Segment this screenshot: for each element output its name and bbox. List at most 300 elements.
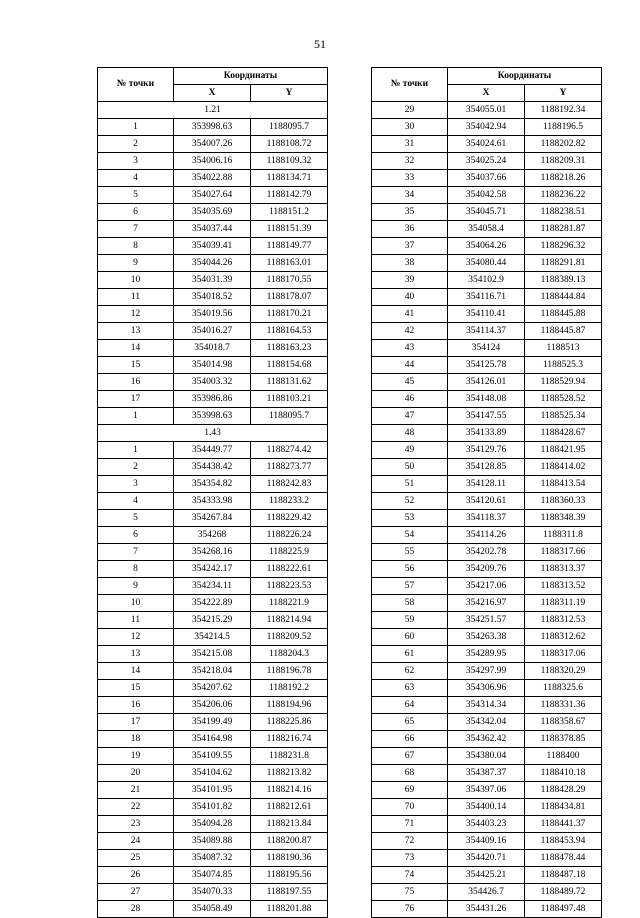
x-cell: 354102.9 [448,272,525,289]
x-cell: 354035.69 [174,204,251,221]
x-cell: 354314.34 [448,697,525,714]
point-number-cell: 64 [372,697,448,714]
x-cell: 354003.32 [174,374,251,391]
y-cell: 1188497.48 [525,901,602,918]
y-cell: 1188170.21 [251,306,328,323]
y-cell: 1188103.21 [251,391,328,408]
y-cell: 1188311.19 [525,595,602,612]
table-row [98,374,328,391]
point-number-cell: 50 [372,459,448,476]
x-cell: 354426.7 [448,884,525,901]
coordinates-table-right [371,67,602,918]
y-header: Y [525,85,602,102]
point-number-cell: 10 [98,272,174,289]
point-number-cell: 6 [98,527,174,544]
x-cell: 354126.01 [448,374,525,391]
point-number-cell: 36 [372,221,448,238]
table-row [372,901,602,918]
point-number-cell: 21 [98,782,174,799]
table-row [98,153,328,170]
point-number-cell: 38 [372,255,448,272]
x-cell: 354024.61 [448,136,525,153]
point-number-cell: 23 [98,816,174,833]
y-cell: 1188164.53 [251,323,328,340]
table-row [372,799,602,816]
y-cell: 1188378.85 [525,731,602,748]
table-row [98,391,328,408]
y-cell: 1188489.72 [525,884,602,901]
x-cell: 354207.62 [174,680,251,697]
x-cell: 354027.64 [174,187,251,204]
table-row [372,408,602,425]
point-number-cell: 13 [98,646,174,663]
table-row [98,561,328,578]
table-row [372,442,602,459]
point-number-cell: 18 [98,731,174,748]
x-cell: 354110.41 [448,306,525,323]
table-row [98,476,328,493]
point-number-cell: 4 [98,493,174,510]
point-number-cell: 14 [98,663,174,680]
point-number-cell: 1 [98,442,174,459]
table-row [372,714,602,731]
y-cell: 1188109.32 [251,153,328,170]
y-cell: 1188154.68 [251,357,328,374]
table-row [372,340,602,357]
point-number-cell: 56 [372,561,448,578]
x-cell: 354234.11 [174,578,251,595]
point-number-cell: 52 [372,493,448,510]
table-row [98,765,328,782]
table-row [98,782,328,799]
x-cell: 354306.96 [448,680,525,697]
point-number-cell: 3 [98,153,174,170]
table-row [98,663,328,680]
table-row [98,221,328,238]
x-cell: 354114.37 [448,323,525,340]
x-cell: 354267.84 [174,510,251,527]
table-row [98,170,328,187]
y-cell: 1188414.02 [525,459,602,476]
y-cell: 1188218.26 [525,170,602,187]
table-row [98,833,328,850]
x-cell: 354438.42 [174,459,251,476]
table-row [372,170,602,187]
x-cell: 354342.04 [448,714,525,731]
table-row [372,867,602,884]
point-number-cell: 43 [372,340,448,357]
y-cell: 1188358.67 [525,714,602,731]
x-cell: 354128.85 [448,459,525,476]
x-cell: 354101.82 [174,799,251,816]
y-cell: 1188229.42 [251,510,328,527]
y-cell: 1188209.31 [525,153,602,170]
coordinates-header: Координаты [448,68,602,85]
point-number-cell: 17 [98,714,174,731]
y-cell: 1188163.01 [251,255,328,272]
point-number-cell: 37 [372,238,448,255]
y-cell: 1188291.81 [525,255,602,272]
point-number-cell: 16 [98,374,174,391]
point-number-cell: 14 [98,340,174,357]
y-cell: 1188421.95 [525,442,602,459]
point-number-header: № точки [98,68,174,102]
table-row [98,187,328,204]
point-number-cell: 60 [372,629,448,646]
x-cell: 354058.4 [448,221,525,238]
y-cell: 1188192.2 [251,680,328,697]
point-number-cell: 4 [98,170,174,187]
x-cell: 354242.17 [174,561,251,578]
table-row [372,629,602,646]
y-cell: 1188273.77 [251,459,328,476]
point-number-cell: 22 [98,799,174,816]
x-cell: 354018.7 [174,340,251,357]
table-row [372,136,602,153]
point-number-cell: 71 [372,816,448,833]
y-cell: 1188095.7 [251,119,328,136]
table-row [98,442,328,459]
y-cell: 1188233.2 [251,493,328,510]
x-cell: 354268.16 [174,544,251,561]
x-cell: 353998.63 [174,119,251,136]
y-cell: 1188151.39 [251,221,328,238]
y-cell: 1188192.34 [525,102,602,119]
x-cell: 354214.5 [174,629,251,646]
table-row [98,867,328,884]
point-number-cell: 1 [98,119,174,136]
y-cell: 1188296.32 [525,238,602,255]
point-number-cell: 41 [372,306,448,323]
table-row [372,765,602,782]
point-number-cell: 15 [98,680,174,697]
table-row [98,901,328,918]
point-number-cell: 65 [372,714,448,731]
table-row [372,612,602,629]
y-cell: 1188389.13 [525,272,602,289]
y-cell: 1188225.9 [251,544,328,561]
x-cell: 354109.55 [174,748,251,765]
point-number-cell: 3 [98,476,174,493]
table-row [98,255,328,272]
table-row [372,850,602,867]
x-cell: 354074.85 [174,867,251,884]
y-cell: 1188445.88 [525,306,602,323]
table-row [98,731,328,748]
y-cell: 1188163.23 [251,340,328,357]
y-cell: 1188225.86 [251,714,328,731]
x-cell: 354354.82 [174,476,251,493]
table-row [98,544,328,561]
x-cell: 354070.33 [174,884,251,901]
y-cell: 1188213.82 [251,765,328,782]
y-cell: 1188445.87 [525,323,602,340]
point-number-cell: 76 [372,901,448,918]
point-number-cell: 49 [372,442,448,459]
table-row [372,510,602,527]
y-cell: 1188400 [525,748,602,765]
table-row [98,340,328,357]
table-row [98,748,328,765]
y-cell: 1188453.94 [525,833,602,850]
table-row [372,323,602,340]
x-cell: 354044.26 [174,255,251,272]
point-number-cell: 74 [372,867,448,884]
y-cell: 1188525.34 [525,408,602,425]
x-cell: 354297.99 [448,663,525,680]
y-cell: 1188441.37 [525,816,602,833]
x-cell: 354006.16 [174,153,251,170]
y-cell: 1188222.61 [251,561,328,578]
point-number-cell: 73 [372,850,448,867]
table-row [372,221,602,238]
x-cell: 353986.86 [174,391,251,408]
x-cell: 354125.78 [448,357,525,374]
point-number-header: № точки [372,68,448,102]
y-cell: 1188331.36 [525,697,602,714]
y-cell: 1188149.77 [251,238,328,255]
table-row [372,544,602,561]
y-cell: 1188487.18 [525,867,602,884]
x-cell: 354449.77 [174,442,251,459]
y-cell: 1188216.74 [251,731,328,748]
y-cell: 1188190.36 [251,850,328,867]
y-cell: 1188434.81 [525,799,602,816]
x-cell: 354202.78 [448,544,525,561]
table-row [372,680,602,697]
point-number-cell: 11 [98,612,174,629]
y-cell: 1188131.62 [251,374,328,391]
y-cell: 1188529.94 [525,374,602,391]
point-number-cell: 34 [372,187,448,204]
x-cell: 354333.98 [174,493,251,510]
table-row [372,833,602,850]
y-cell: 1188223.53 [251,578,328,595]
table-row [98,323,328,340]
table-row [98,408,328,425]
table-row [98,238,328,255]
y-cell: 1188410.18 [525,765,602,782]
x-cell: 354409.16 [448,833,525,850]
x-cell: 354087.32 [174,850,251,867]
point-number-cell: 26 [98,867,174,884]
point-number-cell: 63 [372,680,448,697]
y-cell: 1188200.87 [251,833,328,850]
point-number-cell: 7 [98,544,174,561]
table-row [372,119,602,136]
point-number-cell: 30 [372,119,448,136]
y-cell: 1188242.83 [251,476,328,493]
page-number: 51 [314,37,326,51]
table-row [98,816,328,833]
x-cell: 354289.95 [448,646,525,663]
table-row [372,816,602,833]
y-cell: 1188202.82 [525,136,602,153]
point-number-cell: 33 [372,170,448,187]
x-cell: 354118.37 [448,510,525,527]
table-row [98,459,328,476]
x-cell: 354058.49 [174,901,251,918]
point-number-cell: 11 [98,289,174,306]
x-header: X [448,85,525,102]
x-cell: 354148.08 [448,391,525,408]
x-cell: 354133.89 [448,425,525,442]
table-row [98,204,328,221]
table-row [372,646,602,663]
point-number-cell: 40 [372,289,448,306]
x-cell: 354120.61 [448,493,525,510]
y-cell: 1188513 [525,340,602,357]
table-row [372,595,602,612]
table-row [98,119,328,136]
table-row [372,357,602,374]
point-number-cell: 1 [98,408,174,425]
point-number-cell: 5 [98,510,174,527]
table-row [98,510,328,527]
x-cell: 354222.89 [174,595,251,612]
point-number-cell: 75 [372,884,448,901]
point-number-cell: 27 [98,884,174,901]
x-cell: 354164.98 [174,731,251,748]
table-row [372,102,602,119]
table-row [98,578,328,595]
x-cell: 354037.66 [448,170,525,187]
x-cell: 354080.44 [448,255,525,272]
table-row [372,527,602,544]
table-row [98,714,328,731]
point-number-cell: 55 [372,544,448,561]
x-cell: 354007.26 [174,136,251,153]
y-cell: 1188281.87 [525,221,602,238]
section-label: 1.43 [98,425,328,442]
point-number-cell: 57 [372,578,448,595]
table-row [98,306,328,323]
y-cell: 1188428.67 [525,425,602,442]
x-cell: 354055.01 [448,102,525,119]
y-cell: 1188360.33 [525,493,602,510]
x-cell: 354425.21 [448,867,525,884]
point-number-cell: 68 [372,765,448,782]
point-number-cell: 67 [372,748,448,765]
y-cell: 1188197.55 [251,884,328,901]
x-cell: 354431.26 [448,901,525,918]
x-cell: 354263.38 [448,629,525,646]
point-number-cell: 48 [372,425,448,442]
y-cell: 1188204.3 [251,646,328,663]
table-row [98,629,328,646]
point-number-cell: 9 [98,255,174,272]
y-cell: 1188478.44 [525,850,602,867]
x-cell: 354089.88 [174,833,251,850]
point-number-cell: 5 [98,187,174,204]
y-cell: 1188108.72 [251,136,328,153]
y-cell: 1188348.39 [525,510,602,527]
point-number-cell: 58 [372,595,448,612]
table-row [372,561,602,578]
x-cell: 354019.56 [174,306,251,323]
table-row [98,884,328,901]
table-row [372,153,602,170]
y-cell: 1188151.2 [251,204,328,221]
y-cell: 1188317.06 [525,646,602,663]
point-number-cell: 19 [98,748,174,765]
table-row [98,289,328,306]
y-cell: 1188201.88 [251,901,328,918]
table-row [372,884,602,901]
y-cell: 1188312.53 [525,612,602,629]
x-cell: 354116.71 [448,289,525,306]
x-cell: 354037.44 [174,221,251,238]
table-row [372,255,602,272]
point-number-cell: 28 [98,901,174,918]
y-cell: 1188170.55 [251,272,328,289]
point-number-cell: 6 [98,204,174,221]
table-row [98,595,328,612]
table-row [372,459,602,476]
table-row [372,425,602,442]
table-row [372,493,602,510]
point-number-cell: 45 [372,374,448,391]
section-row [98,425,328,442]
table-row [372,238,602,255]
x-cell: 354064.26 [448,238,525,255]
y-header: Y [251,85,328,102]
y-cell: 1188320.29 [525,663,602,680]
point-number-cell: 13 [98,323,174,340]
point-number-cell: 35 [372,204,448,221]
x-cell: 354031.39 [174,272,251,289]
table-row [98,646,328,663]
y-cell: 1188142.79 [251,187,328,204]
point-number-cell: 9 [98,578,174,595]
y-cell: 1188214.94 [251,612,328,629]
point-number-cell: 59 [372,612,448,629]
point-number-cell: 39 [372,272,448,289]
table-row [98,850,328,867]
point-number-cell: 72 [372,833,448,850]
y-cell: 1188209.52 [251,629,328,646]
x-cell: 354268 [174,527,251,544]
table-row [372,663,602,680]
table-row [372,374,602,391]
table-row [372,731,602,748]
x-cell: 354147.55 [448,408,525,425]
section-row [98,102,328,119]
point-number-cell: 69 [372,782,448,799]
x-cell: 354042.58 [448,187,525,204]
x-cell: 354042.94 [448,119,525,136]
point-number-cell: 42 [372,323,448,340]
point-number-cell: 66 [372,731,448,748]
y-cell: 1188274.42 [251,442,328,459]
x-cell: 354039.41 [174,238,251,255]
y-cell: 1188444.84 [525,289,602,306]
point-number-cell: 17 [98,391,174,408]
point-number-cell: 70 [372,799,448,816]
x-cell: 354018.52 [174,289,251,306]
y-cell: 1188196.78 [251,663,328,680]
table-row [98,612,328,629]
point-number-cell: 61 [372,646,448,663]
x-cell: 354129.76 [448,442,525,459]
table-row [372,204,602,221]
table-row [372,578,602,595]
point-number-cell: 46 [372,391,448,408]
y-cell: 1188525.3 [525,357,602,374]
y-cell: 1188213.84 [251,816,328,833]
table-row [372,306,602,323]
x-cell: 354400.14 [448,799,525,816]
